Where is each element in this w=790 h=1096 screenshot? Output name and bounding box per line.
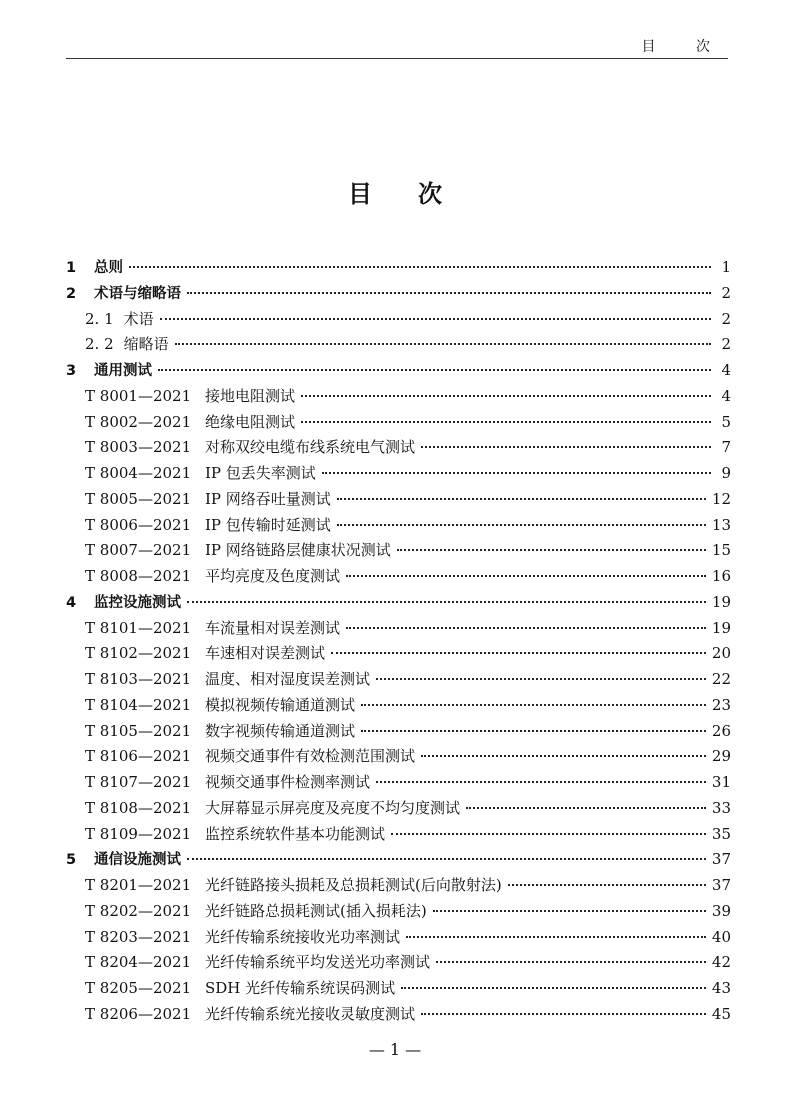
toc-entry-number: T 8008—2021 [85,567,192,585]
dot-leader [406,936,706,938]
dot-leader [175,343,711,345]
dot-leader [401,987,706,989]
toc-entry-number: T 8206—2021 [85,1004,192,1023]
toc-entry[interactable] [66,796,731,822]
toc-entry[interactable] [66,1002,731,1028]
dot-leader [187,858,706,860]
toc-entry-title: 术语 [123,309,154,328]
toc-entry-number: T 8101—2021 [85,618,192,637]
toc-entry-number: T 8006—2021 [85,515,192,534]
toc-entry-page: 31 [711,773,731,791]
toc-entry-number: T 8007—2021 [85,541,192,560]
toc-entry[interactable] [66,332,731,358]
toc-entry-page: 37 [711,850,731,869]
page-title-part-1: 目 [348,180,372,208]
dot-leader [421,446,711,448]
dot-leader [301,395,711,397]
toc-entry-page: 20 [711,644,731,663]
toc-entry[interactable] [66,925,731,951]
dot-leader [337,524,706,526]
toc-entry[interactable] [66,770,731,796]
toc-entry-page: 7 [721,438,731,457]
toc-entry-title: 大屏幕显示屏亮度及亮度不均匀度测试 [205,798,461,817]
dot-leader [129,266,711,268]
toc-entry-page: 19 [711,618,731,637]
toc-entry-title: 监控设施测试 [94,594,181,611]
dot-leader [376,678,706,680]
toc-entry-title: 绝缘电阻测试 [205,412,296,431]
toc-entry-title: IP 包传输时延测试 [205,515,331,534]
toc-entry[interactable] [66,384,731,410]
toc-entry-number: T 8102—2021 [85,644,192,663]
toc-entry-page: 9 [721,464,731,482]
toc-entry-page: 2 [721,309,731,328]
dot-leader [322,472,711,474]
toc-entry[interactable] [66,847,731,873]
toc-entry-page: 5 [721,412,731,431]
toc-entry-number: 2. 1 [85,309,114,328]
toc-entry-number: 2. 2 [85,335,114,354]
dot-leader [158,369,711,371]
running-header: 目 次 [641,39,728,55]
toc-entry[interactable] [66,358,731,384]
dot-leader [391,833,706,835]
toc-entry-title: 缩略语 [123,335,169,354]
dot-leader [397,549,706,551]
toc-entry-title: 光纤传输系统光接收灵敏度测试 [205,1004,416,1023]
dot-leader [331,652,706,654]
toc-entry-page: 13 [711,515,731,534]
toc-entry-title: 总则 [94,260,123,276]
toc-entry-number: T 8203—2021 [85,927,192,946]
toc-entry-title: 车流量相对误差测试 [205,618,341,637]
toc-entry[interactable] [66,950,731,976]
toc-entry-page: 45 [711,1004,731,1023]
toc-entry-number: 3 [66,363,77,379]
toc-entry-number: T 8002—2021 [85,412,192,431]
toc-entry-page: 22 [711,670,731,688]
toc-entry[interactable] [66,719,731,745]
dot-leader [433,910,706,912]
dot-leader [361,730,706,732]
toc-entry-title: IP 网络吞吐量测试 [205,489,331,508]
toc-entry-page: 35 [711,824,731,843]
toc-entry[interactable] [66,616,731,642]
table-of-contents [66,255,731,1028]
dot-leader [421,1013,706,1015]
dot-leader [466,807,706,809]
toc-entry-title: 光纤传输系统平均发送光功率测试 [205,953,431,972]
toc-entry[interactable] [66,538,731,564]
toc-entry[interactable] [66,590,731,616]
toc-entry[interactable] [66,822,731,848]
dot-leader [160,318,711,320]
toc-entry[interactable] [66,641,731,667]
toc-entry-title: 监控系统软件基本功能测试 [205,824,386,843]
toc-entry-title: 视频交通事件检测率测试 [205,773,371,791]
toc-entry-page: 33 [711,798,731,817]
toc-entry-number: T 8104—2021 [85,695,192,714]
dot-leader [508,884,706,886]
toc-entry-title: 光纤传输系统接收光功率测试 [205,927,401,946]
toc-entry-title: IP 网络链路层健康状况测试 [205,541,391,560]
toc-entry-title: 光纤链路接头损耗及总损耗测试(后向散射法) [205,876,502,894]
toc-entry-page: 16 [711,567,731,585]
dot-leader [361,704,706,706]
toc-entry-title: 对称双绞电缆布线系统电气测试 [205,438,416,457]
toc-entry-page: 4 [721,386,731,405]
toc-entry[interactable] [66,435,731,461]
toc-entry[interactable] [66,564,731,590]
toc-entry-page: 4 [721,361,731,379]
toc-entry-number: T 8003—2021 [85,438,192,457]
toc-entry-page: 15 [711,541,731,560]
toc-entry-page: 26 [711,721,731,740]
dot-leader [301,421,711,423]
toc-entry-title: 光纤链路总损耗测试(插入损耗法) [205,901,427,920]
toc-entry-title: 通信设施测试 [94,852,181,869]
toc-entry-title: SDH 光纤传输系统误码测试 [205,979,396,997]
toc-entry-title: 数字视频传输通道测试 [205,721,356,740]
dot-leader [346,575,706,577]
dot-leader [337,498,706,500]
toc-entry-page: 2 [721,335,731,354]
toc-entry-number: 4 [66,594,77,611]
toc-entry-title: 车速相对误差测试 [205,644,326,663]
toc-entry-page: 12 [711,489,731,508]
toc-entry[interactable] [66,487,731,513]
toc-entry-title: IP 包丢失率测试 [205,464,316,482]
toc-entry-page: 37 [711,876,731,894]
toc-entry-title: 温度、相对湿度误差测试 [205,670,371,688]
dot-leader [187,292,711,294]
toc-entry-page: 42 [711,953,731,972]
toc-entry-title: 接地电阻测试 [205,386,296,405]
toc-entry-number: 1 [66,260,77,276]
toc-entry-number: T 8201—2021 [85,876,192,894]
toc-entry[interactable] [66,667,731,693]
toc-entry-page: 19 [711,592,731,611]
toc-entry-page: 39 [711,901,731,920]
dot-leader [187,601,706,603]
toc-entry-page: 1 [721,258,731,276]
dot-leader [376,781,706,783]
toc-entry-number: T 8103—2021 [85,670,192,688]
toc-entry[interactable] [66,307,731,333]
toc-entry[interactable] [66,410,731,436]
toc-entry-page: 2 [721,283,731,302]
toc-entry-title: 模拟视频传输通道测试 [205,695,356,714]
toc-entry-number: T 8109—2021 [85,824,192,843]
toc-entry-number: T 8107—2021 [85,773,192,791]
toc-entry[interactable] [66,976,731,1002]
toc-entry-number: T 8005—2021 [85,489,192,508]
toc-entry-title: 平均亮度及色度测试 [205,567,341,585]
toc-entry-page: 40 [711,927,731,946]
toc-entry[interactable] [66,744,731,770]
toc-entry-number: T 8004—2021 [85,464,192,482]
toc-entry-number: 5 [66,852,77,869]
toc-entry-page: 43 [711,979,731,997]
toc-entry[interactable] [66,899,731,925]
toc-entry-number: 2 [66,285,77,302]
toc-entry[interactable] [66,873,731,899]
toc-entry-number: T 8105—2021 [85,721,192,740]
toc-entry-title: 通用测试 [94,363,152,379]
header-rule [66,58,728,59]
page-title-part-2: 次 [418,180,442,208]
toc-entry-title: 术语与缩略语 [94,285,181,302]
toc-entry[interactable] [66,693,731,719]
toc-entry-page: 23 [711,695,731,714]
toc-entry[interactable] [66,461,731,487]
toc-entry-number: T 8205—2021 [85,979,192,997]
toc-entry-number: T 8202—2021 [85,901,192,920]
toc-entry-title: 视频交通事件有效检测范围测试 [205,747,416,766]
dot-leader [436,961,706,963]
toc-entry[interactable] [66,513,731,539]
page-title [0,174,790,209]
toc-entry-number: T 8204—2021 [85,953,192,972]
toc-entry[interactable] [66,281,731,307]
toc-entry-number: T 8001—2021 [85,386,192,405]
toc-entry[interactable] [66,255,731,281]
dot-leader [421,755,706,757]
page-number: — 1 — [368,1040,422,1059]
toc-entry-page: 29 [711,747,731,766]
toc-entry-number: T 8108—2021 [85,798,192,817]
dot-leader [346,627,706,629]
toc-entry-number: T 8106—2021 [85,747,192,766]
